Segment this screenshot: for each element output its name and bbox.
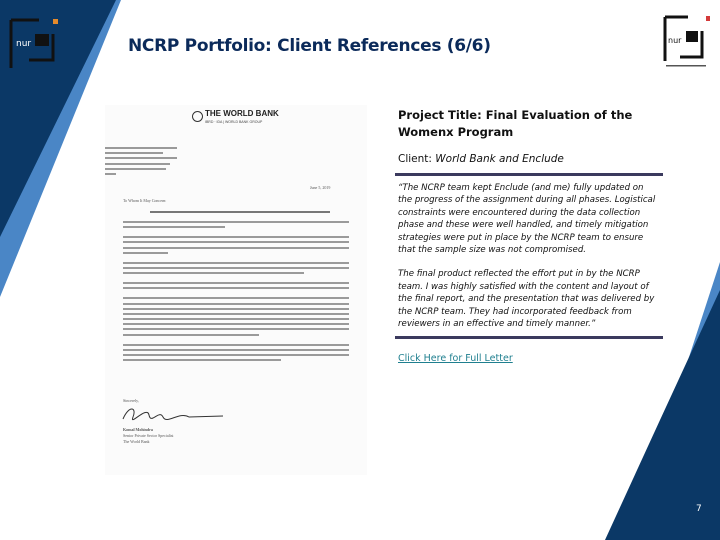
signature [119,403,229,425]
world-bank-globe-icon [192,111,203,122]
page-title: NCRP Portfolio: Client References (6/6) [128,36,491,56]
page-number: 7 [696,504,702,514]
letter-salutation: To Whom It May Concern: [123,198,167,203]
reference-letter-image [105,105,367,475]
divider-top [395,173,663,176]
full-letter-link[interactable]: Click Here for Full Letter [398,353,513,365]
signatory-name: Komal Mohindra [123,427,153,432]
testimonial-quote [398,182,660,330]
svg-text:nur: nur [16,39,32,49]
signatory-title: Senior Private Sector Specialist [123,433,174,438]
project-title-label: Project Title: [398,108,486,122]
sender-address [105,147,177,178]
signatory-org: The World Bank [123,439,150,444]
letter-date: June 5, 2019 [310,185,331,190]
reference-panel [398,107,660,365]
client-label: Client: [398,153,436,165]
quote-paragraph-2: The final product reflected the effort put in by the NCRP team. I was highly satisfied with the content and layout of the final report, and the presentation that was delivered by the NCRP team. They had incorporated feedback from reviewers in an effective and timely manner.” [398,269,655,330]
svg-text:nur: nur [668,36,682,45]
quote-paragraph-1: “The NCRP team kept Enclude (and me) fully updated on the progress of the assignment during all phases. Logistical constraints were encountered during the data collection phase and these were well handled, and timely mitigation strategies were put in place by the NCRP team to ensure that the sample size was not compromised. [398,183,656,256]
letterhead-sub: IBRD · IDA | WORLD BANK GROUP [205,120,263,124]
letter-body [123,221,349,364]
project-title-value: Final Evaluation of the Womenx Program [398,108,633,139]
letter-closing: Sincerely, [123,398,139,403]
nur-logo-left [9,16,65,72]
letter-subject [150,211,330,216]
nur-logo-right [662,13,712,71]
letterhead-org: THE WORLD BANK [205,109,279,118]
client-line [398,153,660,165]
divider-bottom [395,336,663,339]
project-title [398,107,660,141]
client-value: World Bank and Enclude [435,153,564,165]
